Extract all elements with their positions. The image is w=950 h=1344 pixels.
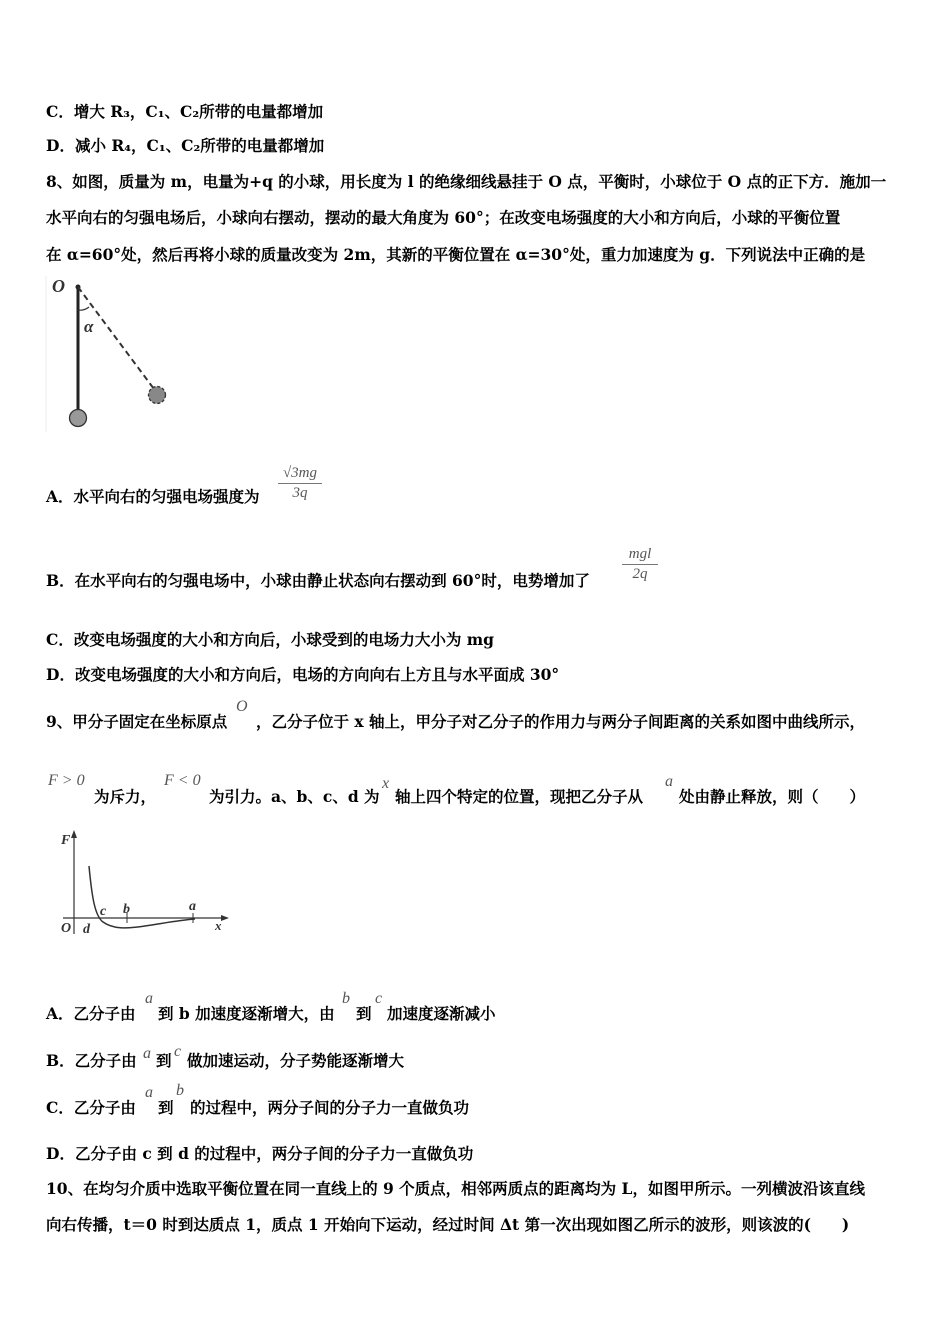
- q8-option-a-fraction: [278, 465, 322, 502]
- ball-displaced: [149, 387, 166, 404]
- pendulum-figure: [44, 274, 174, 434]
- q9-release-text: 处由静止释放，则（ ）: [679, 787, 866, 806]
- q9-option-c-part1: C．乙分子由: [46, 1098, 136, 1117]
- q8-stem-line1: 8、如图，质量为 m，电量为+q 的小球，用长度为 l 的绝缘细线悬挂于 O 点，平衡时，小球位于 O 点的正下方．施加一: [46, 172, 887, 191]
- q9-attractive-text: 为引力。a、b、c、d 为: [209, 787, 380, 806]
- q9-option-a-sym-a: a: [145, 990, 153, 1007]
- q9-stem-line1b: ，乙分子位于 x 轴上，甲分子对乙分子的作用力与两分子间距离的关系如图中曲线所示，: [256, 712, 866, 731]
- q9-repulsive-text: 为斥力，: [94, 787, 157, 806]
- graph-label-f: F: [61, 833, 71, 848]
- q9-origin-symbol: O: [236, 698, 248, 715]
- q9-option-a-part3: 到: [356, 1004, 372, 1023]
- q9-a-symbol: a: [665, 773, 673, 790]
- q8-option-c: C．改变电场强度的大小和方向后，小球受到的电场力大小为 mg: [46, 630, 494, 649]
- q10-stem-line2: 向右传播，t＝0 时到达质点 1，质点 1 开始向下运动，经过时间 Δt 第一次出现如图乙所示的波形，则该波的( ): [46, 1215, 850, 1234]
- ball-rest: [70, 410, 87, 427]
- graph-label-a: a: [189, 899, 196, 914]
- frac-denominator: 2q: [632, 566, 648, 582]
- q9-option-c-sym-b: b: [176, 1082, 184, 1099]
- q9-f-negative: F < 0: [164, 772, 201, 789]
- graph-label-c: c: [100, 904, 107, 919]
- frac-denominator: 3q: [292, 485, 308, 501]
- q8-stem-line2: 水平向右的匀强电场后，小球向右摆动，摆动的最大角度为 60°；在改变电场强度的大小和方向后，小球的平衡位置: [46, 208, 841, 227]
- frac-numerator: √3mg: [282, 465, 318, 481]
- q9-x-symbol: x: [382, 775, 390, 792]
- q7-option-d: D．减小 R₄，C₁、C₂所带的电量都增加: [46, 136, 325, 155]
- q8-stem-line3: 在 α=60°处，然后再将小球的质量改变为 2m，其新的平衡位置在 α=30°处，重力加速度为 g．下列说法中正确的是: [46, 245, 866, 264]
- q9-option-a-part4: 加速度逐渐减小: [387, 1004, 496, 1023]
- q9-option-c-sym-a: a: [145, 1084, 153, 1101]
- q9-f-positive: F > 0: [48, 772, 85, 789]
- angle-label-alpha: α: [84, 317, 94, 336]
- q9-option-b-sym-a: a: [143, 1045, 151, 1062]
- q8-option-d: D．改变电场强度的大小和方向后，电场的方向向右上方且与水平面成 30°: [46, 665, 560, 684]
- graph-label-o: O: [61, 921, 72, 936]
- q9-option-a-sym-b: b: [342, 990, 350, 1007]
- q9-option-a-sym-c: c: [375, 990, 383, 1007]
- graph-label-x: x: [215, 918, 222, 933]
- q9-option-b-part1: B．乙分子由: [46, 1051, 137, 1070]
- q10-stem-line1: 10、在均匀介质中选取平衡位置在同一直线上的 9 个质点，相邻两质点的距离均为 L，如图甲所示。一列横波沿该直线: [46, 1179, 865, 1198]
- q9-option-a-part1: A．乙分子由: [46, 1004, 136, 1023]
- force-distance-graph: [55, 826, 235, 940]
- q9-option-b-part3: 做加速运动，分子势能逐渐增大: [187, 1051, 405, 1070]
- q9-option-d: D．乙分子由 c 到 d 的过程中，两分子间的分子力一直做负功: [46, 1144, 474, 1163]
- q9-stem-line1a: 9、甲分子固定在坐标原点: [46, 712, 228, 731]
- graph-label-d: d: [83, 922, 90, 937]
- q9-option-c-part2: 到: [158, 1098, 174, 1117]
- q9-option-b-part2: 到: [156, 1051, 172, 1070]
- q9-option-a-part2: 到 b 加速度逐渐增大，由: [158, 1004, 335, 1023]
- q9-axis-text: 轴上四个特定的位置，现把乙分子从: [395, 787, 644, 806]
- q8-option-b-fraction: [622, 546, 658, 583]
- q8-option-b: B．在水平向右的匀强电场中，小球由静止状态向右摆动到 60°时，电势增加了: [46, 571, 590, 590]
- q9-option-b-sym-c: c: [174, 1043, 182, 1060]
- frac-numerator: mgl: [628, 546, 652, 562]
- q8-option-a: A．水平向右的匀强电场强度为: [46, 487, 260, 506]
- graph-label-b: b: [123, 902, 130, 917]
- pendulum-label-o: O: [52, 276, 65, 296]
- q9-option-c-part3: 的过程中，两分子间的分子力一直做负功: [190, 1098, 470, 1117]
- q7-option-c: C．增大 R₃，C₁、C₂所带的电量都增加: [46, 102, 324, 121]
